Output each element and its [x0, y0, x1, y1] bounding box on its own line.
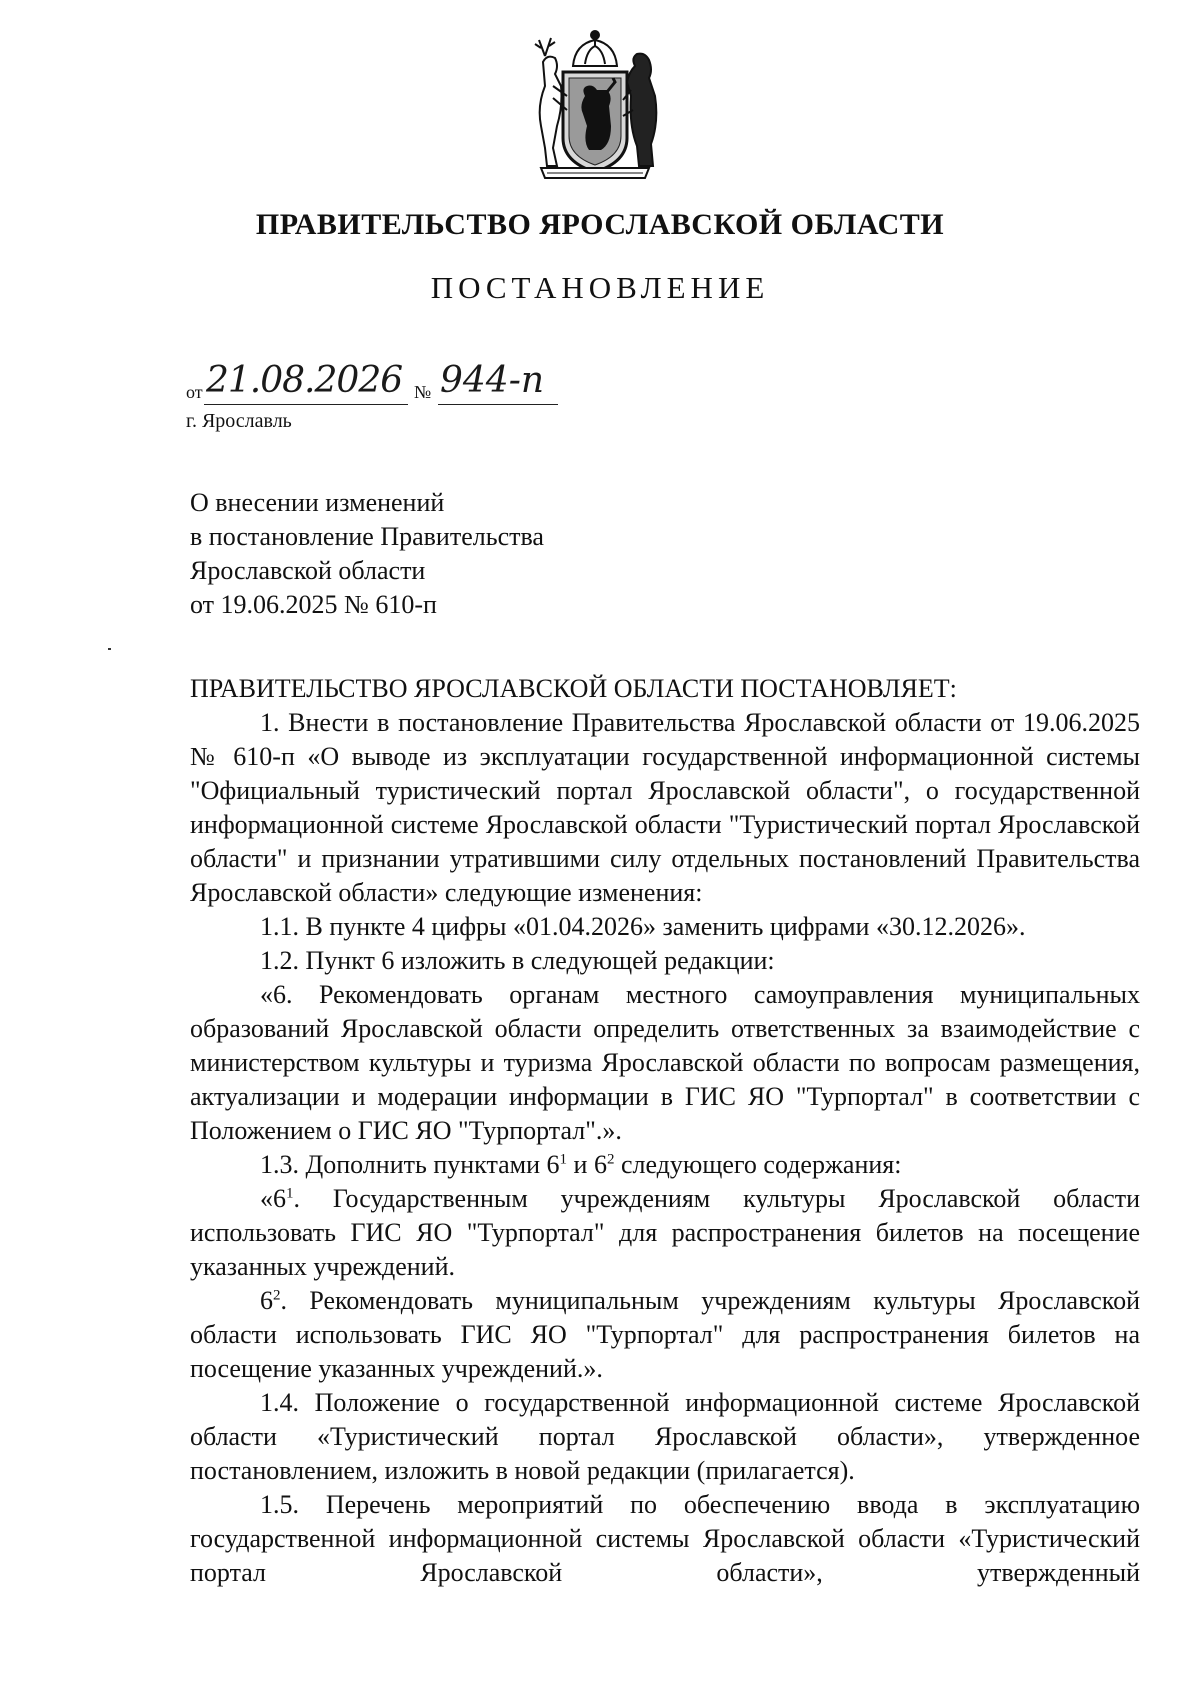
scan-dot: [108, 648, 111, 650]
paragraph-1: 1. Внести в постановление Правительства Ярославской области от 19.06.2025 № 610-п «О выводе из эксплуатации государственной информационной системы "Официальный туристический портал Ярославской области", о государственной информационной системе Ярославской области "Туристический портал Ярославской области" и признании утратившими силу отдельных постановлений Правительства Ярославской области» следующие изменения:: [190, 708, 1140, 907]
paragraph-1-2: 1.2. Пункт 6 изложить в следующей редакции:: [260, 946, 775, 975]
paragraph-1-5: 1.5. Перечень мероприятий по обеспечению ввода в эксплуатацию государственной информационной системы Ярославской области «Туристический портал Ярославской области», утвержденный: [190, 1490, 1140, 1587]
government-title: ПРАВИТЕЛЬСТВО ЯРОСЛАВСКОЙ ОБЛАСТИ: [255, 208, 945, 241]
subject-line: в постановление Правительства: [190, 522, 544, 551]
paragraph-6-2: $6^2$. Рекомендовать муниципальным учреждениям культуры Ярославской области использовать ГИС ЯО "Турпортал" для распространения билетов на посещение указанных учреждений.».: [190, 1286, 1140, 1383]
date-underline: [204, 404, 408, 405]
date-prefix: от: [186, 382, 203, 402]
number-underline: [438, 404, 558, 405]
number-sign: №: [414, 382, 432, 402]
city-label: г. Ярославль: [186, 410, 292, 432]
resolution-lead: ПРАВИТЕЛЬСТВО ЯРОСЛАВСКОЙ ОБЛАСТИ ПОСТАНОВЛЯЕТ:: [190, 674, 957, 703]
handwritten-date: 21.08.2026: [206, 360, 403, 401]
date-number-line: [186, 360, 586, 410]
subject-line: от 19.06.2025 № 610-п: [190, 590, 437, 619]
document-body: [190, 672, 1140, 1590]
subject-line: О внесении изменений: [190, 488, 445, 517]
subject-line: Ярославской области: [190, 556, 426, 585]
paragraph-1-3: 1.3. Дополнить пунктами $6^1$ и $6^2$ следующего содержания:: [260, 1150, 902, 1179]
paragraph-1-4: 1.4. Положение о государственной информационной системе Ярославской области «Туристический портал Ярославской области», утвержденное постановлением, изложить в новой редакции (прилагается).: [190, 1388, 1140, 1485]
paragraph-6-1: «$6^1$. Государственным учреждениям культуры Ярославской области использовать ГИС ЯО "Турпортал" для распространения билетов на посещение указанных учреждений.: [190, 1184, 1140, 1281]
paragraph-1-1: 1.1. В пункте 4 цифры «01.04.2026» заменить цифрами «30.12.2026».: [260, 912, 1026, 941]
document-type: ПОСТАНОВЛЕНИЕ: [430, 270, 770, 305]
document-subject: [190, 486, 790, 622]
coat-of-arms-emblem: [527, 26, 663, 188]
handwritten-number: 944-п: [440, 360, 545, 401]
paragraph-6: «6. Рекомендовать органам местного самоуправления муниципальных образований Ярославской области определить ответственных за взаимодействие с министерством культуры и туризма Ярославской области по вопросам размещения, актуализации и модерации информации в ГИС ЯО "Турпортал" в соответствии с Положением о ГИС ЯО "Турпортал".».: [190, 980, 1140, 1145]
